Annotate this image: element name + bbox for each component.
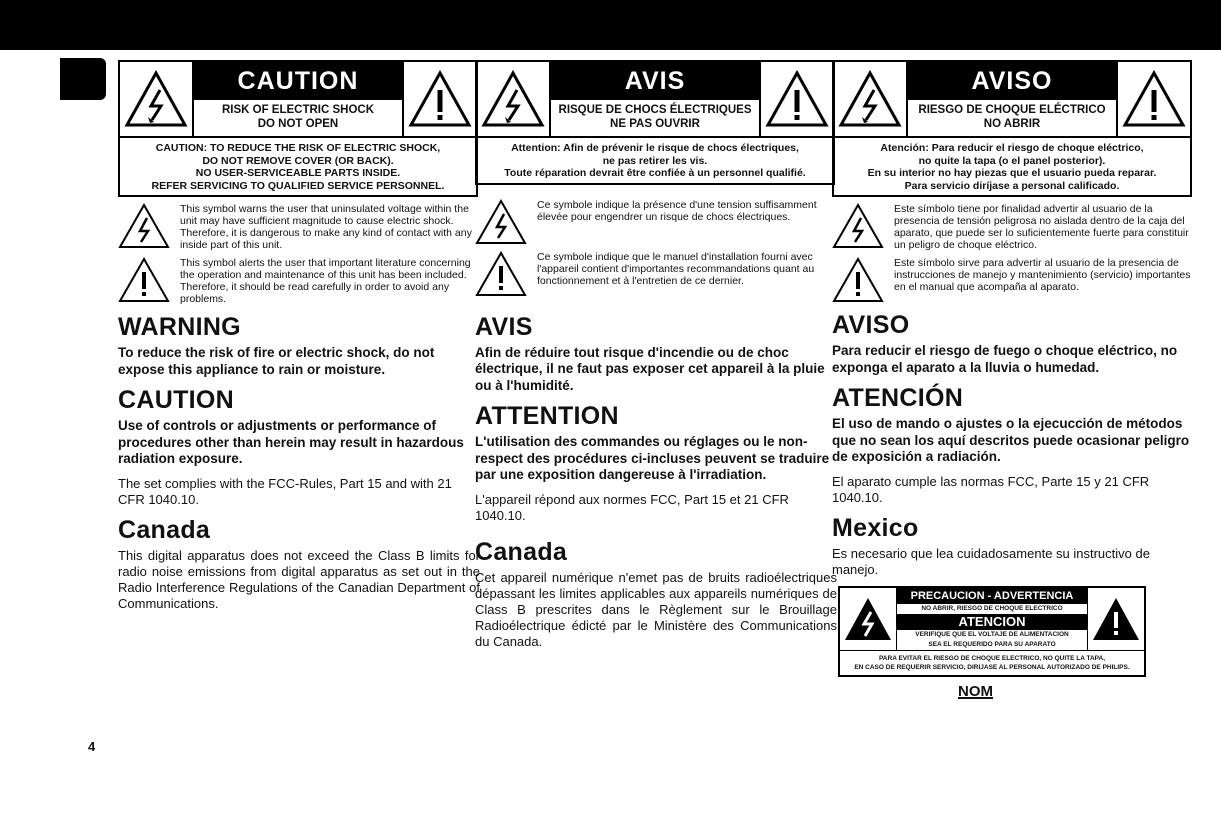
aviso-footer-line: Atención: Para reducir el riesgo de choque eléctrico, bbox=[880, 142, 1144, 154]
aviso-footer-line: En su interior no hay piezas que el usuario pueda reparar. bbox=[867, 167, 1157, 179]
column-spanish bbox=[832, 60, 1194, 700]
column-french bbox=[475, 60, 837, 650]
caution-text: Use of controls or adjustments or performance of procedures other than herein may result in hazardous radiation exposure. bbox=[118, 418, 464, 466]
mexico-label-line: VERIFIQUE QUE EL VOLTAJE DE ALIMENTACION bbox=[915, 630, 1069, 638]
symbol-explanation-voltage bbox=[118, 203, 480, 251]
symbol-explanation-voltage bbox=[832, 203, 1194, 251]
lightning-warning-icon bbox=[124, 70, 188, 128]
avis-footer-line: Attention: Afin de prévenir le risque de chocs électriques, bbox=[511, 142, 799, 154]
avis-footer-line: ne pas retirer les vis. bbox=[602, 154, 708, 167]
exclamation-warning-icon bbox=[118, 257, 170, 303]
lightning-warning-icon bbox=[475, 199, 527, 245]
mexico-text: Es necesario que lea cuidadosamente su instructivo de manejo. bbox=[832, 545, 1150, 577]
canada-heading: Canada bbox=[475, 537, 568, 566]
symbol-explanation-manual bbox=[475, 251, 837, 297]
mexico-label-head-2: ATENCION bbox=[897, 614, 1087, 630]
avis-footer bbox=[477, 138, 833, 183]
mexico-label-footer-line: PARA EVITAR EL RIESGO DE CHOQUE ELECTRICO, NO QUITE LA TAPA, bbox=[878, 654, 1106, 662]
lightning-warning-icon bbox=[481, 70, 545, 128]
symbol-explanation-voltage bbox=[475, 199, 837, 245]
caution-footer-line: NO USER-SERVICEABLE PARTS INSIDE. bbox=[195, 167, 401, 179]
canada-text: This digital apparatus does not exceed the Class B limits for radio noise emissions from digital apparatus as set out in the Radio Interference Regulations of the Canadian Department of Communications. bbox=[118, 547, 480, 611]
avis-text: Afin de réduire tout risque d'incendie ou de choc électrique, il ne faut pas exposer cet appareil à la pluie ou à l'humidité. bbox=[475, 344, 825, 393]
exclamation-warning-icon bbox=[475, 251, 527, 297]
aviso-sub-1: RIESGO DE CHOQUE ELÉCTRICO bbox=[918, 104, 1106, 116]
warning-heading: WARNING bbox=[118, 313, 241, 341]
aviso-footer-line: Para servicio diríjase a personal calificado. bbox=[904, 179, 1120, 192]
symbol-explanation-literature bbox=[118, 257, 480, 305]
attention-text: L'utilisation des commandes ou réglages ou le non-respect des procédures ci-incluses peuvent se traduire par une exposition dangereuse à l'irradiation. bbox=[475, 434, 830, 482]
fcc-text: L'appareil répond aux normes FCC, Part 15 et 21 CFR 1040.10. bbox=[475, 491, 789, 523]
symbol-explanation-instructions bbox=[832, 257, 1194, 303]
symbol-description: This symbol alerts the user that important literature concerning the operation and maintenance of this unit has been included. Therefore, it should be read carefully in order to avoid any problems. bbox=[180, 257, 471, 305]
column-english bbox=[118, 60, 480, 612]
exclamation-warning-icon bbox=[832, 257, 884, 303]
aviso-heading: AVISO bbox=[908, 62, 1116, 100]
symbol-description: This symbol warns the user that uninsulated voltage within the unit may have sufficient magnitude to cause electric shock. Therefore, it is dangerous to make any kind of contact with any inside part of this unit. bbox=[180, 203, 472, 251]
mexico-heading: Mexico bbox=[832, 513, 919, 542]
exclamation-warning-icon bbox=[765, 70, 829, 128]
aviso-box bbox=[832, 60, 1192, 197]
lightning-warning-icon bbox=[832, 203, 884, 249]
aviso-text: Para reducir el riesgo de fuego o choque eléctrico, no exponga el aparato a la lluvia o humedad. bbox=[832, 343, 1178, 375]
caution-footer-line: DO NOT REMOVE COVER (OR BACK). bbox=[202, 154, 394, 167]
caution-section-heading: CAUTION bbox=[118, 386, 234, 414]
exclamation-warning-icon bbox=[1122, 70, 1186, 128]
avis-heading: AVIS bbox=[551, 62, 759, 100]
aviso-footer bbox=[834, 138, 1190, 195]
mexico-label-line: NO ABRIR, RIESGO DE CHOQUE ELECTRICO bbox=[921, 604, 1063, 612]
avis-footer-line: Toute réparation devrait être confiée à un personnel qualifié. bbox=[504, 167, 806, 179]
aviso-sub-2: NO ABRIR bbox=[983, 118, 1041, 130]
avis-sub-2: NE PAS OUVRIR bbox=[610, 118, 700, 130]
caution-footer bbox=[120, 138, 476, 195]
avis-box bbox=[475, 60, 835, 185]
symbol-description: Ce symbole indique que le manuel d'installation fourni avec l'appareil contient d'importantes recommandations quant au fonctionnement et à l'entretien de ce dernier. bbox=[537, 250, 815, 287]
exclamation-warning-icon bbox=[1091, 596, 1141, 642]
avis-section-heading: AVIS bbox=[475, 312, 533, 341]
caution-box bbox=[118, 60, 478, 197]
fcc-text: The set complies with the FCC-Rules, Part 15 and with 21 CFR 1040.10. bbox=[118, 475, 452, 507]
atencion-heading: ATENCIÓN bbox=[832, 384, 964, 412]
aviso-footer-line: no quite la tapa (o el panel posterior). bbox=[918, 154, 1106, 167]
symbol-description: Este símbolo tiene por finalidad advertir al usuario de la presencia de tensión peligrosa no aislada dentro de la caja del aparato, que puede ser lo suficientemente fuerte para constituir un peligro de choque eléctrico. bbox=[894, 203, 1189, 251]
fcc-text: El aparato cumple las normas FCC, Parte 15 y 21 CFR 1040.10. bbox=[832, 473, 1150, 505]
lightning-warning-icon bbox=[118, 203, 170, 249]
mexico-label-head-1: PRECAUCION - ADVERTENCIA bbox=[897, 588, 1087, 604]
caution-sub-1: RISK OF ELECTRIC SHOCK bbox=[221, 104, 375, 116]
canada-text: Cet appareil numérique n'emet pas de bruits radioélectriques dépassant les limites applicables aux appareils numériques de Class B prescrites dans le Règlement sur le Brouillage Radioélectrique édicté par le Ministère des Communications du Canada. bbox=[475, 569, 837, 649]
atencion-text: El uso de mando o ajustes o la ejecucción de métodos que no sean los aquí descritos puede ocasionar peligro de exposición a radiación. bbox=[832, 416, 1190, 464]
lightning-warning-icon bbox=[838, 70, 902, 128]
attention-heading: ATTENTION bbox=[475, 402, 619, 430]
caution-footer-line: REFER SERVICING TO QUALIFIED SERVICE PERSONNEL. bbox=[151, 179, 445, 192]
nom-mark: NOM bbox=[958, 682, 993, 700]
exclamation-warning-icon bbox=[408, 70, 472, 128]
symbol-description: Este símbolo sirve para advertir al usuario de la presencia de instrucciones de manejo y mantenimiento (servicio) importantes en el manual que acompaña al aparato. bbox=[894, 257, 1191, 293]
mexico-label-footer bbox=[840, 651, 1144, 675]
section-tab bbox=[60, 58, 106, 100]
mexico-warning-label bbox=[838, 586, 1146, 677]
header-bar bbox=[0, 0, 1221, 50]
mexico-label-footer-line: EN CASO DE REQUERIR SERVICIO, DIRIJASE AL PERSONAL AUTORIZADO DE PHILIPS. bbox=[854, 663, 1130, 671]
warning-text: To reduce the risk of fire or electric shock, do not expose this appliance to rain or moisture. bbox=[118, 345, 435, 377]
aviso-section-heading: AVISO bbox=[832, 311, 910, 339]
page-number: 4 bbox=[88, 739, 96, 754]
symbol-description: Ce symbole indique la présence d'une tension suffisamment élevée pour engendrer un risque de chocs électriques. bbox=[537, 198, 817, 223]
lightning-warning-icon bbox=[843, 596, 893, 642]
caution-sub-2: DO NOT OPEN bbox=[257, 118, 339, 130]
mexico-label-line: SEA EL REQUERIDO PARA SU APARATO bbox=[928, 640, 1056, 648]
canada-heading: Canada bbox=[118, 515, 211, 544]
caution-footer-line: CAUTION: TO REDUCE THE RISK OF ELECTRIC SHOCK, bbox=[155, 142, 441, 154]
avis-sub-1: RISQUE DE CHOCS ÉLECTRIQUES bbox=[558, 104, 752, 116]
caution-heading: CAUTION bbox=[194, 62, 402, 100]
